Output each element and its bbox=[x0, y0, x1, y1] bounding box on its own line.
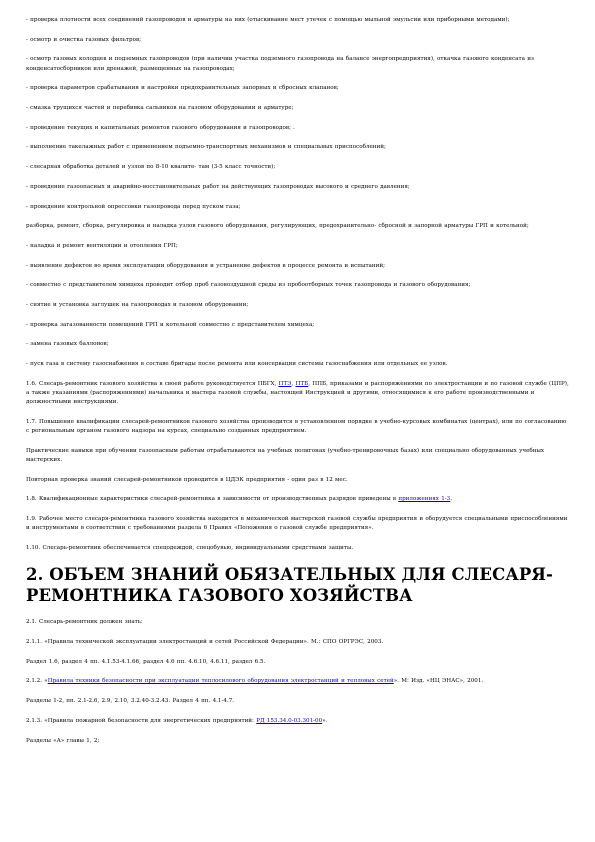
paragraph-text: ». bbox=[322, 717, 328, 724]
paragraph-1-10: 1.10. Слесарь-ремонтник обеспечивается спецодеждой, спецобувью, индивидуальными средствами защиты. bbox=[26, 545, 354, 552]
paragraph-recheck: Повторная проверка знаний слесарей-ремонтников проводится в ЦДЭК предприятия - один раз в 12 мес. bbox=[26, 476, 348, 483]
bullet-item: - выявление дефектов во время эксплуатации оборудования и устранение дефектов в процессе ремонта и испытаний; bbox=[26, 262, 385, 269]
paragraph-2-1-3 bbox=[26, 717, 569, 726]
ptb-link[interactable]: ПТБ bbox=[295, 380, 309, 387]
paragraph-text: 1.8. Квалификационные характеристики слесарей-ремонтника в зависимости от производственных разрядов приведены в bbox=[26, 496, 399, 503]
paragraph-1-7: 1.7. Повышение квалификации слесарей-ремонтников газового хозяйства производится в установленном порядке в учебно-курсовых комбинатах (центрах), или по согласованию с региональным органом газового надзора на курсах, специально созданных предприятием. bbox=[26, 418, 567, 435]
bullet-item: - наладка и ремонт вентиляции и отопления ГРП; bbox=[26, 242, 178, 249]
bullet-item: - снятие и установка заглушек на газопроводах и газовом оборудовании; bbox=[26, 302, 249, 309]
paragraph-text: 2.1.2. « bbox=[26, 678, 48, 685]
rd-link[interactable]: РД 153.34.0-03.301-00 bbox=[256, 717, 323, 724]
bullet-item: - проведение контрольной опрессовки газопровода перед пуском газа; bbox=[26, 203, 241, 210]
bullet-item: - слесарная обработка деталей и узлов по 8-10 квалите- там (3-5 класс точности); bbox=[26, 164, 276, 171]
paragraph-2-1-1: 2.1.1. «Правила технической эксплуатации электростанций и сетей Российской Федерации». М.: СПО ОРГРЭС, 2003. bbox=[26, 639, 384, 645]
paragraph-text: . bbox=[450, 496, 452, 503]
paragraph-text: , bbox=[291, 380, 296, 387]
bullet-item: - совместно с представителем химцеха проводит отбор проб газовоздушной среды из пробоотборных точек газопровода и газового оборудования; bbox=[26, 282, 471, 289]
bullet-item: - осмотр газовых колодцев и подземных газопроводов (при наличии участка подземного газопровода на балансе энергопредприятия), откачка газового конденсата из конденсатосборников или дренажей, размещенных на газопроводах; bbox=[26, 56, 534, 72]
paragraph-text: , ППБ, приказами и распоряжениями по электростанции и по газовой службе (ЦПР), а также указаниями (распоряжениями) начальника и мастера газовой службы, настоящей Инструкцией и другими, относящимися к его работе производственными и должностными инструкциями. bbox=[26, 380, 569, 406]
section-heading: 2. ОБЪЕМ ЗНАНИЙ ОБЯЗАТЕЛЬНЫХ ДЛЯ СЛЕСАРЯ-РЕМОНТНИКА ГАЗОВОГО ХОЗЯЙСТВА bbox=[26, 565, 553, 605]
bullet-item: - проверка параметров срабатывания и настройки предохранительных запорных и сбросных клапанов; bbox=[26, 85, 339, 92]
pte-link[interactable]: ПТЭ bbox=[278, 380, 292, 387]
paragraph-text: ». М: Изд. «НЦ ЭНАС», 2001. bbox=[393, 678, 484, 685]
appendix-link[interactable]: приложениях 1-3 bbox=[398, 496, 451, 503]
paragraph-2-1-2-sections: Разделы 1-2, пп. 2.1-2.6, 2.9, 2.10, 3.2.40-3.2.43. Раздел 4 пп. 4.1-4.7. bbox=[26, 698, 235, 705]
bullet-item: - осмотр и очистка газовых фильтров; bbox=[26, 36, 141, 43]
bullet-item: - проведение текущих и капитальных ремонтов газового оборудования и газопроводов; . bbox=[26, 124, 295, 131]
paragraph-2-1: 2.1. Слесарь-ремонтник должен знать: bbox=[26, 619, 143, 626]
paragraph-practice: Практические навыки при обучении газоопасным работам отрабатываются на учебных полигонах (учебно-тренировочных базах) или специально оборудованных учебных мастерских. bbox=[26, 447, 545, 464]
paragraph-1-6 bbox=[26, 380, 569, 408]
bullet-item: - проверка плотности всех соединений газопроводов и арматуры на них (отыскивание мест утечек с помощью мыльной эмульсии или приборными методами); bbox=[26, 17, 510, 23]
paragraph-2-1-3-sections: Разделы «А» главы 1, 2; bbox=[26, 737, 100, 744]
paragraph-2-1-1-sections: Раздел 1.6, раздел 4 пп. 4.1.53-4.1.66, раздел 4.6 пп. 4.6.10, 4.6.11, раздел 6.5. bbox=[26, 658, 266, 665]
bullet-item: - пуск газа в систему газоснабжения в составе бригады после ремонта или консервации системы газоснабжения или отдельных ее узлов. bbox=[26, 361, 448, 368]
bullet-item: - выполнение такелажных работ с применением подъемно-транспортных механизмов и специальных приспособлений; bbox=[26, 144, 386, 151]
paragraph-text: 2.1.3. «Правила пожарной безопасности для энергетических предприятий: bbox=[26, 717, 257, 724]
repair-paragraph: разборка, ремонт, сборка, регулировка и наладка узлов газового оборудования, регулирующих, предохранительно- сбросной и запорной арматуры ГРП и котельной; bbox=[26, 223, 529, 230]
bullet-item: - смазка трущихся частей и перебивка сальников на газовом оборудовании и арматуре; bbox=[26, 105, 294, 112]
paragraph-1-8 bbox=[26, 495, 569, 504]
paragraph-2-1-2 bbox=[26, 677, 569, 686]
safety-rules-link[interactable]: Правила техники безопасности при эксплуатации теплосилового оборудования электростанций и тепловых сетей bbox=[47, 678, 394, 685]
bullet-item: - проведение газоопасных и аварийно-восстановительных работ на действующих газопроводах высокого и среднего давления; bbox=[26, 183, 410, 190]
paragraph-1-9: 1.9. Рабочее место слесаря-ремонтника газового хозяйства находится в механической мастерской газовой службы предприятия и оборудуется специальными приспособлениями и инструментами в соответствии с требованиями раздела 6 Правил «Положения о газовой службе предприятия». bbox=[26, 516, 568, 532]
bullet-item: - замена газовых баллонов; bbox=[26, 341, 109, 348]
paragraph-text: 1.6. Слесарь-ремонтник газового хозяйства в своей работе руководствуется ПБГХ, bbox=[26, 380, 279, 387]
bullet-item: - проверка загазованности помещений ГРП и котельной совместно с представителем химцеха; bbox=[26, 321, 315, 328]
